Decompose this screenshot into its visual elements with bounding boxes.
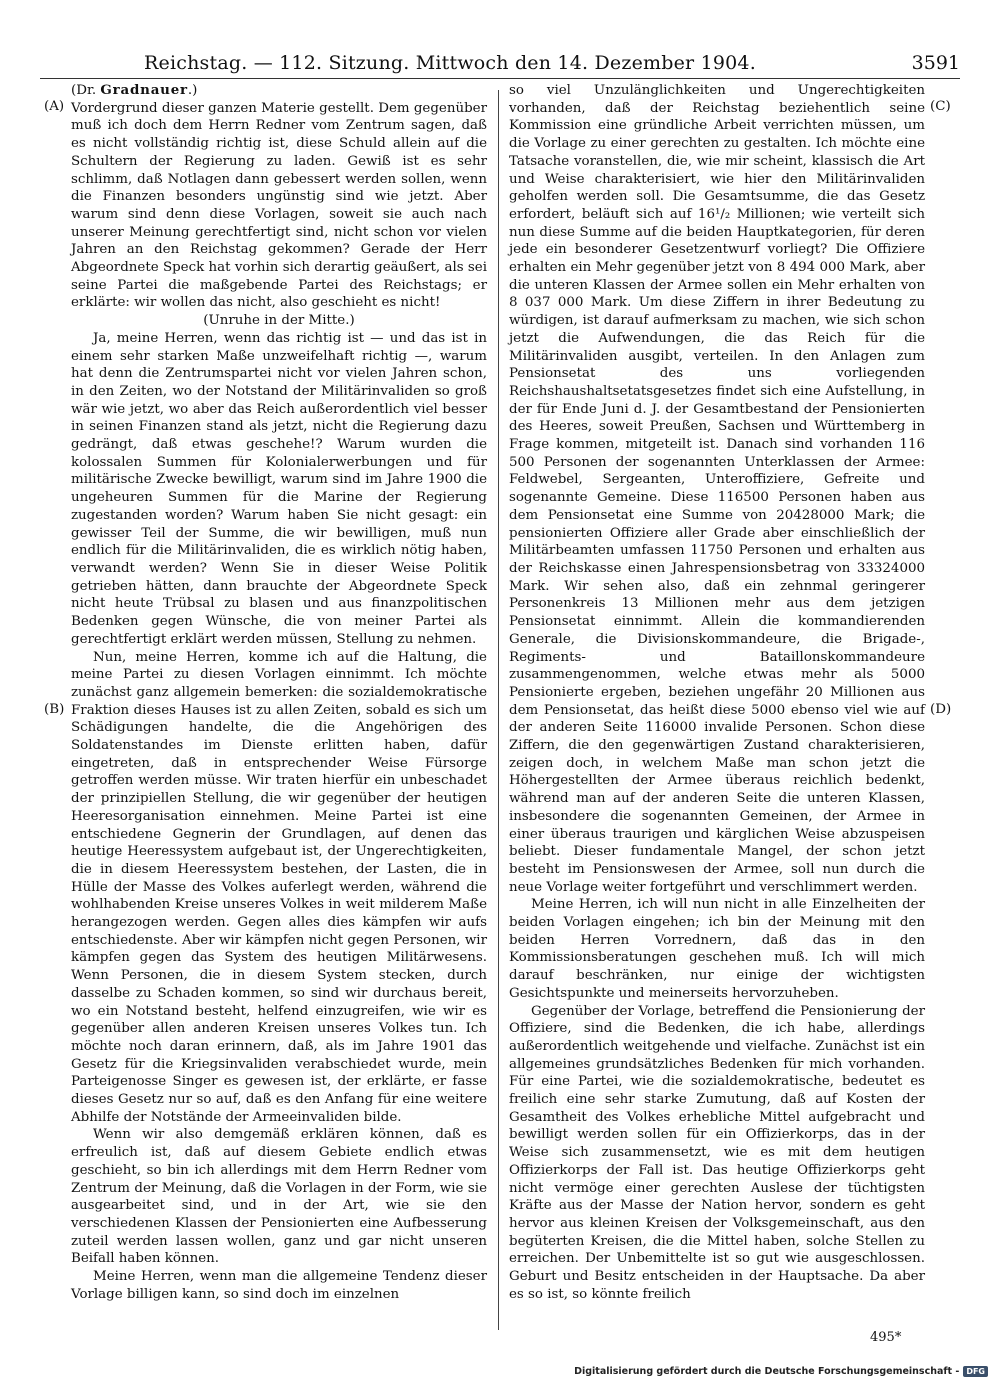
interjection: (Unruhe in der Mitte.): [203, 313, 355, 329]
margin-marker-c: (C): [930, 99, 951, 114]
right-paragraph-2: Meine Herren, ich will nun nicht in alle Einzelheiten der beiden Vorlagen eingehen; ich bin der Meinung mit den beiden Herren Vorrednern, daß das in den Kommissionsberatungen geschehen muß. Ich will mich darauf beschränken, nur einige der wichtigsten Gesichtspunkte und meinerseits hervorzuheben.: [509, 897, 925, 1001]
dfg-logo-icon: DFG: [963, 1366, 988, 1377]
page-number: 3591: [911, 52, 960, 74]
left-column: [71, 82, 487, 1304]
speaker-prefix: (Dr.: [71, 83, 97, 98]
margin-marker-b: (B): [44, 702, 65, 717]
left-paragraph-5: Meine Herren, wenn man die allgemeine Tendenz dieser Vorlage billigen kann, so sind doch im einzelnen: [71, 1269, 487, 1302]
footer-credit: [574, 1366, 988, 1377]
right-paragraph-3: Gegenüber der Vorlage, betreffend die Pensionierung der Offiziere, sind die Bedenken, die ich habe, allerdings außerordentlich weitgehende und vielfache. Zunächst ist ein allgemeines grundsätzliches Bedenken für mich vorhanden. Für eine Partei, wie die sozialdemokratische, bedeutet es freilich eine sehr starke Zumutung, daß auf Kosten der Gesamtheit des Volkes erhebliche Mittel aufgebracht und bewilligt werden sollen für ein Offizierkorps, das in der Weise sich zusammensetzt, wie es mit dem heutigen Offizierkorps der Fall ist. Das heutige Offizierkorps geht nicht vermöge einer gerechten Auslese der tüchtigsten Kräfte aus der Masse der Nation hervor, sondern es geht hervor aus kleinen Kreisen der Volksgemeinschaft, aus den begüterten Kreisen, die die Mittel haben, solche Stellen zu erreichen. Der Unbemittelte ist so gut wie ausgeschlossen. Geburt und Besitz entscheiden in der Hauptsache. Da aber es so ist, so könnte freilich: [509, 1003, 925, 1302]
right-column: [509, 82, 925, 1304]
margin-marker-a: (A): [44, 99, 65, 114]
header-rule: [40, 78, 960, 79]
margin-marker-d: (D): [930, 702, 952, 717]
speaker-line: [71, 82, 487, 100]
signature-mark: 495*: [870, 1330, 902, 1345]
footer-text: Digitalisierung gefördert durch die Deutsche Forschungsgemeinschaft -: [574, 1366, 960, 1377]
left-paragraph-4: Wenn wir also demgemäß erklären können, daß es erfreulich ist, daß auf diesem Gebiete endlich etwas geschieht, so bin ich allerdings mit dem Herrn Redner vom Zentrum der Meinung, daß die Vorlagen in der Form, wie sie ausgearbeitet sind, und in der Art, wie sie den verschiedenen Klassen der Pensionierten eine Aufbesserung zuteil werden lassen wollen, ganz und gar nicht unseren Beifall haben können.: [71, 1127, 487, 1267]
speaker-suffix: .): [187, 83, 198, 98]
running-title: Reichstag. — 112. Sitzung. Mittwoch den 14. Dezember 1904.: [144, 52, 756, 74]
column-divider: [498, 90, 499, 1330]
left-paragraph-1: Vordergrund dieser ganzen Materie gestellt. Dem gegenüber muß ich doch dem Herrn Redner vom Zentrum sagen, daß es nicht vollständig richtig ist, diese Schuld allein auf die Schultern der Regierung zu laden. Gewiß ist es sehr schlimm, daß Notlagen dann gebessert werden sollen, wenn die Finanzen besonders ungünstig sind wie jetzt. Aber warum sind denn diese Vorlagen, soweit sie auch nach unserer Meinung gerechtfertigt sind, nicht schon vor vielen Jahren an den Reichstag gekommen? Gerade der Herr Abgeordnete Speck hat vorhin sich derartig geäußert, als sei seine Partei die maßgebende Partei des Reichstags; er erklärte: wir wollen das nicht, also geschieht es nicht!: [71, 100, 487, 311]
page-header: [40, 46, 960, 74]
right-paragraph-1: so viel Unzulänglichkeiten und Ungerechtigkeiten vorhanden, daß der Reichstag beziehentlich seine Kommission eine gründliche Arbeit verrichten müssen, um die Vorlage zu einer gerechten zu gestalten. Ich möchte eine Tatsache voranstellen, die, wie mir scheint, klassisch die Art und Weise charakterisiert, wie hier den Militärinvaliden geholfen werden soll. Die Gesamtsumme, die das Gesetz erfordert, beläuft sich auf 16¹/₂ Millionen; wie verteilt sich nun diese Summe auf die beiden Hauptkategorien, für deren jede ein besonderer Gesetzentwurf vorliegt? Die Offiziere erhalten ein Mehr gegenüber jetzt von 8 494 000 Mark, aber die unteren Klassen der Armee sollen ein Mehr erhalten von 8 037 000 Mark. Um diese Ziffern in ihrer Bedeutung zu würdigen, ist darauf aufmerksam zu machen, wie sich schon jetzt die Aufwendungen, die das Reich für die Militärinvaliden ausgibt, verteilen. In den Anlagen zum Pensionsetat des uns vorliegenden Reichshaushaltsetatsgesetzes findet sich eine Aufstellung, in der für Ende Juni d. J. der Gesamtbestand der Pensionierten des Heeres, soweit Preußen, Sachsen und Württemberg in Frage kommen, mitgeteilt ist. Danach sind vorhanden 116 500 Personen der sogenannten Unterklassen der Armee: Feldwebel, Sergeanten, Unteroffiziere, Gefreite und sogenannte Gemeine. Diese 116500 Personen haben aus dem Pensionsetat eine Summe von 20428000 Mark; die pensionierten Offiziere aller Grade aber einschließlich der Militärbeamten umfassen 11750 Personen und erhalten aus der Reichskasse einen Jahrespensionsbetrag von 33324000 Mark. Wir sehen also, daß ein zehnmal geringerer Personenkreis 13 Millionen mehr aus dem jetzigen Pensionsetat einnimmt. Allein die kommandierenden Generale, die Divisionskommandeure, die Brigade-, Regiments- und Bataillonskommandeure zusammengenommen, welche etwas mehr als 5000 Pensionierte ergeben, beziehen ungefähr 20 Millionen aus dem Pensionsetat, das heißt diese 5000 ebenso viel wie auf der anderen Seite 116000 invalide Personen. Schon diese Ziffern, die den gegenwärtigen Zustand charakterisieren, zeigen doch, in welchem Maße man schon jetzt die Höhergestellten der Armee überaus reichlich bedenkt, während man auf der anderen Seite die unteren Klassen, insbesondere die sogenannten Gemeinen, der Armee in einer überaus traurigen und kärglichen Weise abzuspeisen beliebt. Dieser fundamentale Mangel, der schon jetzt besteht im Pensionswesen der Armee, soll nun durch die neue Vorlage weiter fortgeführt und verschlimmert werden.: [509, 83, 925, 895]
speaker-name: Gradnauer: [100, 82, 188, 98]
left-paragraph-2: Ja, meine Herren, wenn das richtig ist — und das ist in einem sehr starken Maße unzweifelhaft richtig —, warum hat denn die Zentrumspartei nicht vor vielen Jahren schon, in den Zeiten, wo der Notstand der Militärinvaliden so groß wär wie jetzt, wo aber das Reich außerordentlich viel besser in seinen Finanzen stand als jetzt, nicht die Regierung dazu gedrängt, daß etwas geschehe!? Warum wurden die kolossalen Summen für Kolonialerwerbungen und für militärische Zwecke bewilligt, warum sind im Jahre 1900 die ungeheuren Summen für die Marine der Regierung zugestanden worden? Warum haben Sie nicht gesagt: ein gewisser Teil der Summe, die wir bewilligen, muß nun endlich für die Militärinvaliden, die es wirklich nötig haben, verwandt werden? Wenn Sie in dieser Weise Politik getrieben hätten, dann brauchte der Abgeordnete Speck nicht heute Trübsal zu blasen und aus finanzpolitischen Bedenken gegen Wünsche, die von meiner Partei als gerechtfertigt erklärt werden müssen, Stellung zu nehmen.: [71, 330, 487, 647]
left-paragraph-3: Nun, meine Herren, komme ich auf die Haltung, die meine Partei zu diesen Vorlagen einnimmt. Ich möchte zunächst ganz allgemein bemerken: die sozialdemokratische Fraktion dieses Hauses ist zu allen Zeiten, sobald es sich um Schädigungen handelte, die die Angehörigen des Soldatenstandes im Dienste erlitten haben, dafür eingetreten, daß in entsprechender Weise Fürsorge getroffen werden müsse. Wir traten hierfür ein unbeschadet der prinzipiellen Stellung, die wir gegenüber der heutigen Heeresorganisation einnehmen. Meine Partei ist eine entschiedene Gegnerin der Grundlagen, auf denen das heutige Heeressystem aufgebaut ist, der Ungerechtigkeiten, die in diesem Heeressystem bestehen, der Lasten, die in Hülle der Masse des Volkes auferlegt werden, während die wohlhabenden Kreise unseres Volkes in weit milderem Maße herangezogen werden. Gegen alles dies kämpfen wir aufs entschiedenste. Aber wir kämpfen nicht gegen Personen, wir kämpfen gegen das System des heutigen Militärwesens. Wenn Personen, die in diesem System stecken, durch dasselbe zu Schaden kommen, so sind wir durchaus bereit, wo ein Notstand besteht, helfend einzugreifen, wie wir es gegenüber allen anderen Kreisen unseres Volkes tun. Ich möchte noch daran erinnern, daß, als im Jahre 1901 das Gesetz für die Kriegsinvaliden verabschiedet wurde, mein Parteigenosse Singer es gewesen ist, der erklärte, er fasse dieses Gesetz nur so auf, daß es den Anfang für eine weitere Abhilfe der Notstände der Armeeinvaliden bilde.: [71, 649, 487, 1125]
